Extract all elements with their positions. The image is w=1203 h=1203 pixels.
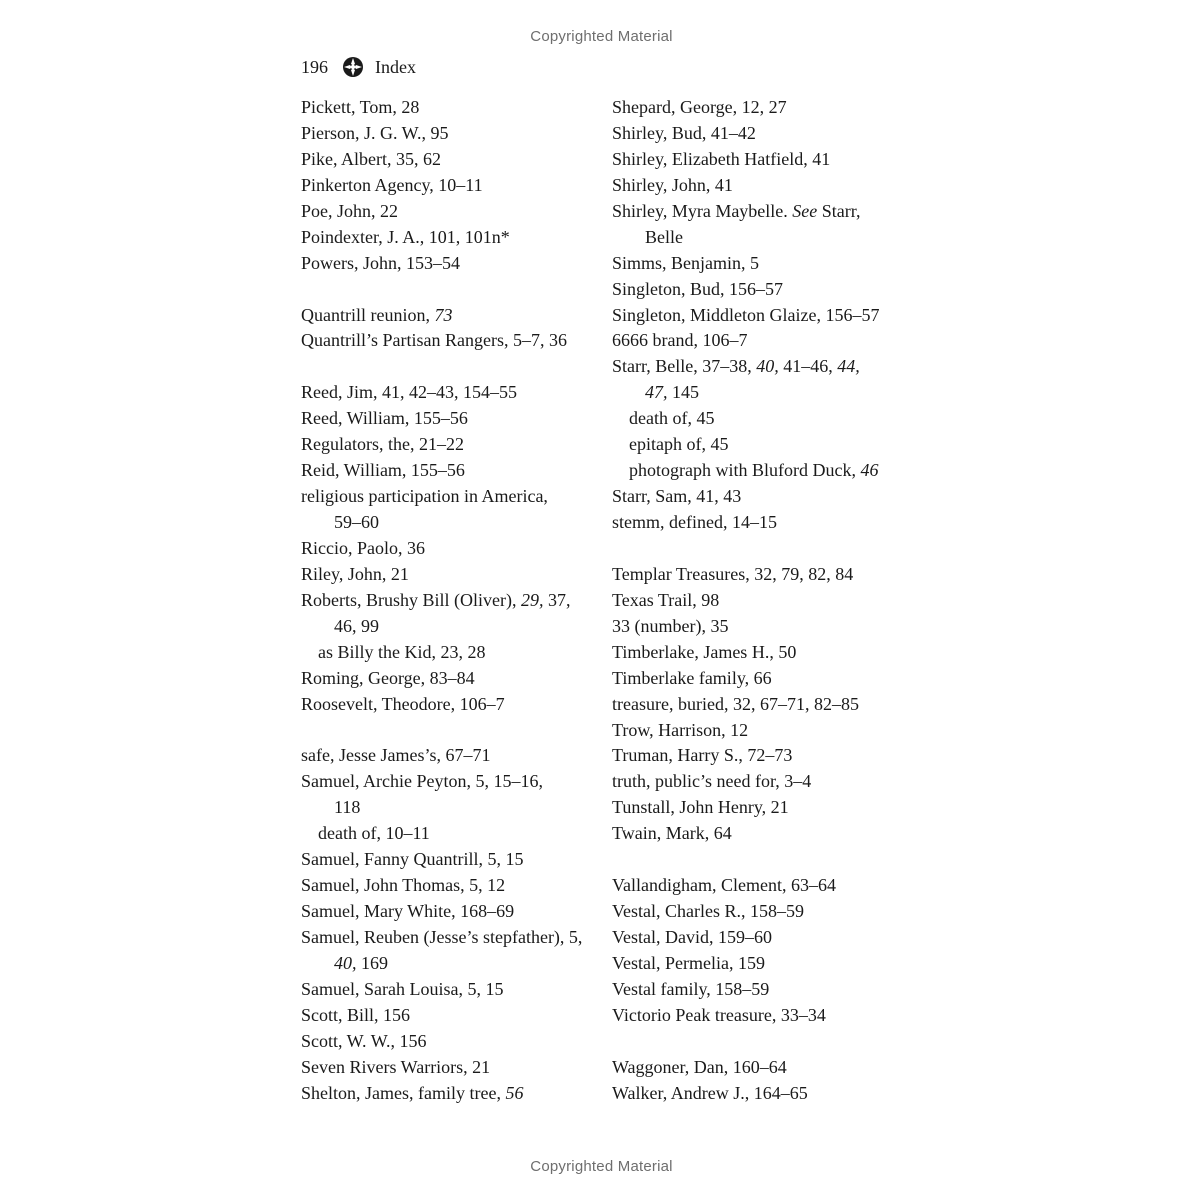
index-entry-text: Reed, Jim, 41, 42–43, 154–55 (301, 382, 517, 403)
index-entry-text: Riccio, Paolo, 36 (301, 537, 425, 558)
index-subentry (612, 432, 922, 458)
index-entry (612, 821, 922, 847)
index-entry (301, 251, 601, 277)
index-entry-text: religious participation in America, (301, 486, 548, 507)
page-number: 196 (301, 56, 328, 77)
index-entry (612, 951, 922, 977)
index-entry (301, 977, 601, 1003)
index-entry (612, 328, 922, 354)
index-entry-text: Pike, Albert, 35, 62 (301, 148, 441, 169)
index-entry-continuation (612, 225, 922, 251)
index-letter-gap (612, 1029, 922, 1055)
index-entry-text: 46, 99 (334, 615, 379, 636)
index-entry (301, 303, 601, 329)
index-entry-text: death of, 10–11 (318, 823, 430, 844)
index-entry (612, 303, 922, 329)
index-entry (612, 510, 922, 536)
index-entry-text: Vestal, David, 159–60 (612, 927, 772, 947)
index-entry (301, 432, 601, 458)
index-subentry (612, 458, 922, 484)
index-entry (612, 743, 922, 769)
index-entry-text: Reid, William, 155–56 (301, 460, 465, 481)
index-entry (301, 899, 601, 925)
index-entry-text: Waggoner, Dan, 160–64 (612, 1056, 787, 1077)
index-entry-text: Texas Trail, 98 (612, 589, 720, 610)
index-entry-text: Pierson, J. G. W., 95 (301, 122, 449, 143)
index-entry-text: treasure, buried, 32, 67–71, 82–85 (612, 693, 859, 714)
index-entry-continuation (301, 510, 601, 536)
index-subentry (612, 406, 922, 432)
index-entry (612, 1055, 922, 1081)
index-entry-text: Quantrill’s Partisan Rangers, 5–7, 36 (301, 330, 567, 351)
index-entry (612, 769, 922, 795)
index-entry (301, 328, 601, 354)
running-head (301, 55, 416, 79)
index-entry (612, 977, 922, 1003)
index-entry (612, 95, 922, 121)
index-entry-text: 56 (505, 1082, 524, 1103)
index-entry (612, 121, 922, 147)
index-entry-text: truth, public’s need for, 3–4 (612, 771, 812, 792)
section-title: Index (375, 56, 416, 77)
cross-ornament-icon (342, 56, 364, 78)
index-entry (301, 666, 601, 692)
index-entry-text: Samuel, Reuben (Jesse’s stepfather), 5, (301, 927, 583, 947)
index-letter-gap (612, 847, 922, 873)
index-entry-text: 40, (756, 356, 779, 377)
index-entry (301, 199, 601, 225)
index-entry (612, 562, 922, 588)
index-entry-text: Samuel, Archie Peyton, 5, 15–16, (301, 771, 543, 792)
index-entry-text: Roming, George, 83–84 (301, 667, 475, 688)
index-entry-continuation (612, 380, 922, 406)
index-entry-text: Tunstall, John Henry, 21 (612, 797, 789, 818)
index-entry-text: Pickett, Tom, 28 (301, 97, 420, 117)
index-entry-text: Poindexter, J. A., 101, 101n* (301, 226, 510, 247)
index-entry (301, 95, 601, 121)
index-entry (612, 251, 922, 277)
index-entry-text: Twain, Mark, 64 (612, 823, 732, 844)
index-entry-text: Shirley, Bud, 41–42 (612, 122, 756, 143)
index-entry-text: 145 (667, 382, 699, 403)
index-entry-text: 47, (645, 382, 668, 403)
index-entry-text: Templar Treasures, 32, 79, 82, 84 (612, 563, 854, 584)
index-entry (612, 614, 922, 640)
index-subentry (301, 821, 601, 847)
index-entry-text: 59–60 (334, 512, 379, 532)
index-entry-continuation (301, 795, 601, 821)
index-letter-gap (301, 354, 601, 380)
index-entry-text: Roberts, Brushy Bill (Oliver), (301, 589, 521, 610)
index-entry-text: Roosevelt, Theodore, 106–7 (301, 693, 505, 714)
index-entry-text: Regulators, the, 21–22 (301, 434, 464, 455)
index-entry (301, 1029, 601, 1055)
copyright-watermark-top: Copyrighted Material (530, 28, 673, 45)
index-entry-text: Shirley, Elizabeth Hatfield, 41 (612, 148, 831, 169)
index-entry-text: Samuel, Mary White, 168–69 (301, 901, 515, 922)
index-entry-text: photograph with Bluford Duck, (629, 460, 861, 481)
index-entry-text: 37, (543, 589, 571, 610)
index-entry (301, 692, 601, 718)
index-entry-text: Pinkerton Agency, 10–11 (301, 174, 483, 195)
index-entry (612, 925, 922, 951)
index-entry (301, 743, 601, 769)
index-entry (301, 225, 601, 251)
index-entry-text: Belle (645, 226, 683, 247)
index-entry-text: death of, 45 (629, 408, 715, 429)
index-entry-text: Seven Rivers Warriors, 21 (301, 1056, 491, 1077)
index-entry-text: 29, (520, 589, 544, 610)
index-entry-text: Shirley, Myra Maybelle. (612, 200, 793, 221)
index-entry-text: Singleton, Bud, 156–57 (612, 278, 784, 299)
index-entry (612, 199, 922, 225)
index-entry-text: 44, (837, 356, 860, 377)
index-entry (301, 380, 601, 406)
index-entry-text: safe, Jesse James’s, 67–71 (301, 745, 491, 766)
index-entry-text: 40, (334, 952, 357, 973)
index-entry-text: Vestal family, 158–59 (612, 978, 770, 999)
index-entry-text: 73 (434, 304, 453, 325)
index-entry (612, 147, 922, 173)
index-entry-text: epitaph of, 45 (629, 434, 729, 455)
index-entry-text: Starr, Belle, 37–38, (612, 356, 757, 377)
index-letter-gap (301, 718, 601, 744)
index-subentry (301, 640, 601, 666)
index-column-right (612, 95, 922, 1107)
index-entry-text: Simms, Benjamin, 5 (612, 252, 760, 273)
index-entry (612, 666, 922, 692)
index-entry-text: 33 (number), 35 (612, 615, 729, 636)
index-letter-gap (301, 277, 601, 303)
index-entry (301, 173, 601, 199)
index-entry (301, 406, 601, 432)
index-entry-text: Samuel, John Thomas, 5, 12 (301, 875, 506, 896)
index-entry-text: Shelton, James, family tree, (301, 1082, 506, 1103)
index-entry-text: Starr, Sam, 41, 43 (612, 486, 742, 507)
index-entry-text: Victorio Peak treasure, 33–34 (612, 1004, 826, 1025)
index-entry-text: Truman, Harry S., 72–73 (612, 745, 793, 766)
index-entry (612, 795, 922, 821)
index-entry-text: Reed, William, 155–56 (301, 408, 468, 429)
index-entry (612, 899, 922, 925)
index-letter-gap (612, 536, 922, 562)
index-entry (612, 640, 922, 666)
index-entry-text: 41–46, (778, 356, 838, 377)
index-entry-text: 169 (356, 952, 388, 973)
index-entry-text: Starr, (817, 200, 861, 221)
index-entry (612, 873, 922, 899)
index-entry-text: Samuel, Fanny Quantrill, 5, 15 (301, 849, 524, 870)
index-entry (301, 458, 601, 484)
index-entry (301, 147, 601, 173)
index-entry (301, 484, 601, 510)
index-entry-text: Timberlake, James H., 50 (612, 641, 797, 662)
index-entry-text: as Billy the Kid, 23, 28 (318, 641, 486, 662)
index-entry-text: Walker, Andrew J., 164–65 (612, 1082, 808, 1103)
index-entry-text: Vestal, Charles R., 158–59 (612, 901, 804, 922)
index-entry-text: Samuel, Sarah Louisa, 5, 15 (301, 978, 504, 999)
index-entry-continuation (301, 951, 601, 977)
index-entry-text: 46 (860, 460, 879, 481)
index-entry-text: Vallandigham, Clement, 63–64 (612, 875, 836, 896)
index-entry-text: Scott, W. W., 156 (301, 1030, 427, 1051)
index-entry (612, 692, 922, 718)
index-entry (301, 873, 601, 899)
index-entry-continuation (301, 614, 601, 640)
index-entry (612, 588, 922, 614)
index-entry-text: Poe, John, 22 (301, 200, 399, 221)
index-entry-text: Quantrill reunion, (301, 304, 435, 325)
index-column-left (301, 95, 601, 1107)
index-entry (612, 173, 922, 199)
index-entry-text: Riley, John, 21 (301, 563, 409, 584)
index-entry (301, 121, 601, 147)
index-entry-text: stemm, defined, 14–15 (612, 512, 777, 532)
index-entry-text: Timberlake family, 66 (612, 667, 772, 688)
index-entry (301, 769, 601, 795)
copyright-watermark-bottom: Copyrighted Material (530, 1158, 673, 1175)
index-entry (301, 1003, 601, 1029)
index-entry (301, 1055, 601, 1081)
index-entry-text: Singleton, Middleton Glaize, 156–57 (612, 304, 880, 325)
index-entry-text: 6666 brand, 106–7 (612, 330, 748, 351)
index-entry-text: Shepard, George, 12, 27 (612, 97, 787, 117)
index-entry-text: Trow, Harrison, 12 (612, 719, 749, 740)
index-entry (612, 718, 922, 744)
index-entry-text: 118 (334, 797, 361, 818)
index-entry (612, 484, 922, 510)
index-entry (612, 1003, 922, 1029)
index-entry (612, 277, 922, 303)
index-entry (612, 1081, 922, 1107)
index-entry-text: Scott, Bill, 156 (301, 1004, 411, 1025)
index-entry-text: Vestal, Permelia, 159 (612, 952, 765, 973)
index-entry-text: Shirley, John, 41 (612, 174, 733, 195)
index-entry (612, 354, 922, 380)
index-entry (301, 562, 601, 588)
index-entry (301, 536, 601, 562)
index-entry-text: See (792, 200, 818, 221)
index-entry-text: Powers, John, 153–54 (301, 252, 461, 273)
index-entry (301, 925, 601, 951)
index-entry (301, 847, 601, 873)
index-entry (301, 588, 601, 614)
index-entry (301, 1081, 601, 1107)
